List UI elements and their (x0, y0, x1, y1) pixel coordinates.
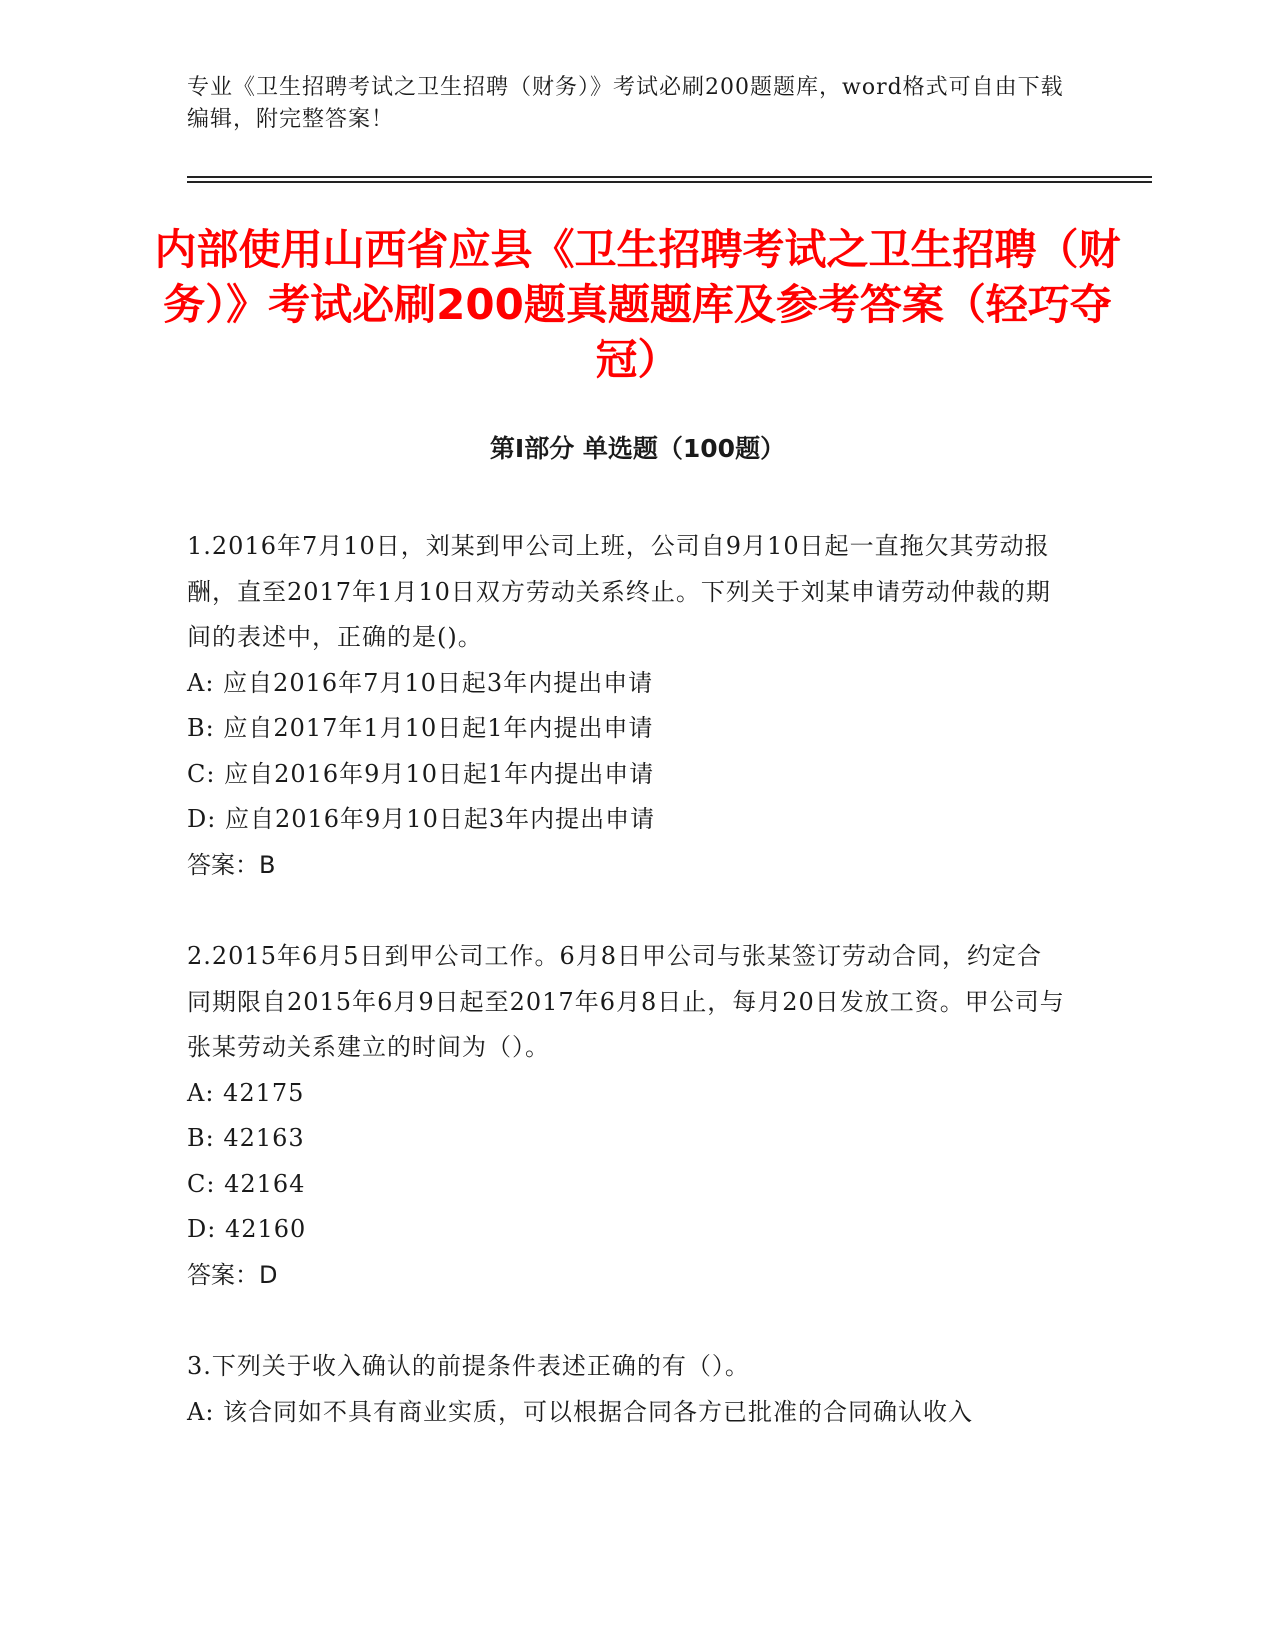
option-b: B: 应自2017年1月10日起1年内提出申请 (187, 714, 654, 742)
document-title: 内部使用山西省应县《卫生招聘考试之卫生招聘（财务）》考试必刷200题真题题库及参考答案（轻巧夺冠） (154, 225, 1121, 384)
header-rule-top (187, 176, 1152, 178)
header-note: 专业《卫生招聘考试之卫生招聘（财务）》考试必刷200题题库，word格式可自由下载编辑，附完整答案！ (187, 75, 1064, 132)
question-1 (187, 524, 1067, 888)
question-2 (187, 934, 1067, 1298)
question-stem: 2.2015年6月5日到甲公司工作。6月8日甲公司与张某签订劳动合同，约定合同期限自2015年6月9日起至2017年6月8日止，每月20日发放工资。甲公司与张某劳动关系建立的时间为（）。 (187, 942, 1065, 1061)
option-c: C: 42164 (187, 1169, 306, 1198)
question-stem: 1.2016年7月10日，刘某到甲公司上班，公司自9月10日起一直拖欠其劳动报酬，直至2017年1月10日双方劳动关系终止。下列关于刘某申请劳动仲裁的期间的表述中，正确的是()。 (187, 532, 1051, 651)
option-d: D: 42160 (187, 1215, 307, 1243)
option-b: B: 42163 (187, 1124, 305, 1152)
question-stem: 3.下列关于收入确认的前提条件表述正确的有（）。 (187, 1352, 750, 1380)
answer-line: 答案：D (187, 1260, 278, 1289)
option-c: C: 应自2016年9月10日起1年内提出申请 (187, 759, 655, 788)
header-rule-bottom (187, 181, 1152, 183)
option-d: D: 应自2016年9月10日起3年内提出申请 (187, 805, 656, 833)
question-3 (187, 1344, 1067, 1435)
answer-line: 答案：B (187, 850, 276, 879)
question-list (187, 524, 1067, 1481)
option-a: A: 应自2016年7月10日起3年内提出申请 (187, 668, 654, 697)
section-title: 第Ⅰ部分 单选题（100题） (489, 434, 786, 463)
option-a: A: 42175 (187, 1078, 305, 1107)
option-a: A: 该合同如不具有商业实质，可以根据合同各方已批准的合同确认收入 (187, 1397, 974, 1426)
